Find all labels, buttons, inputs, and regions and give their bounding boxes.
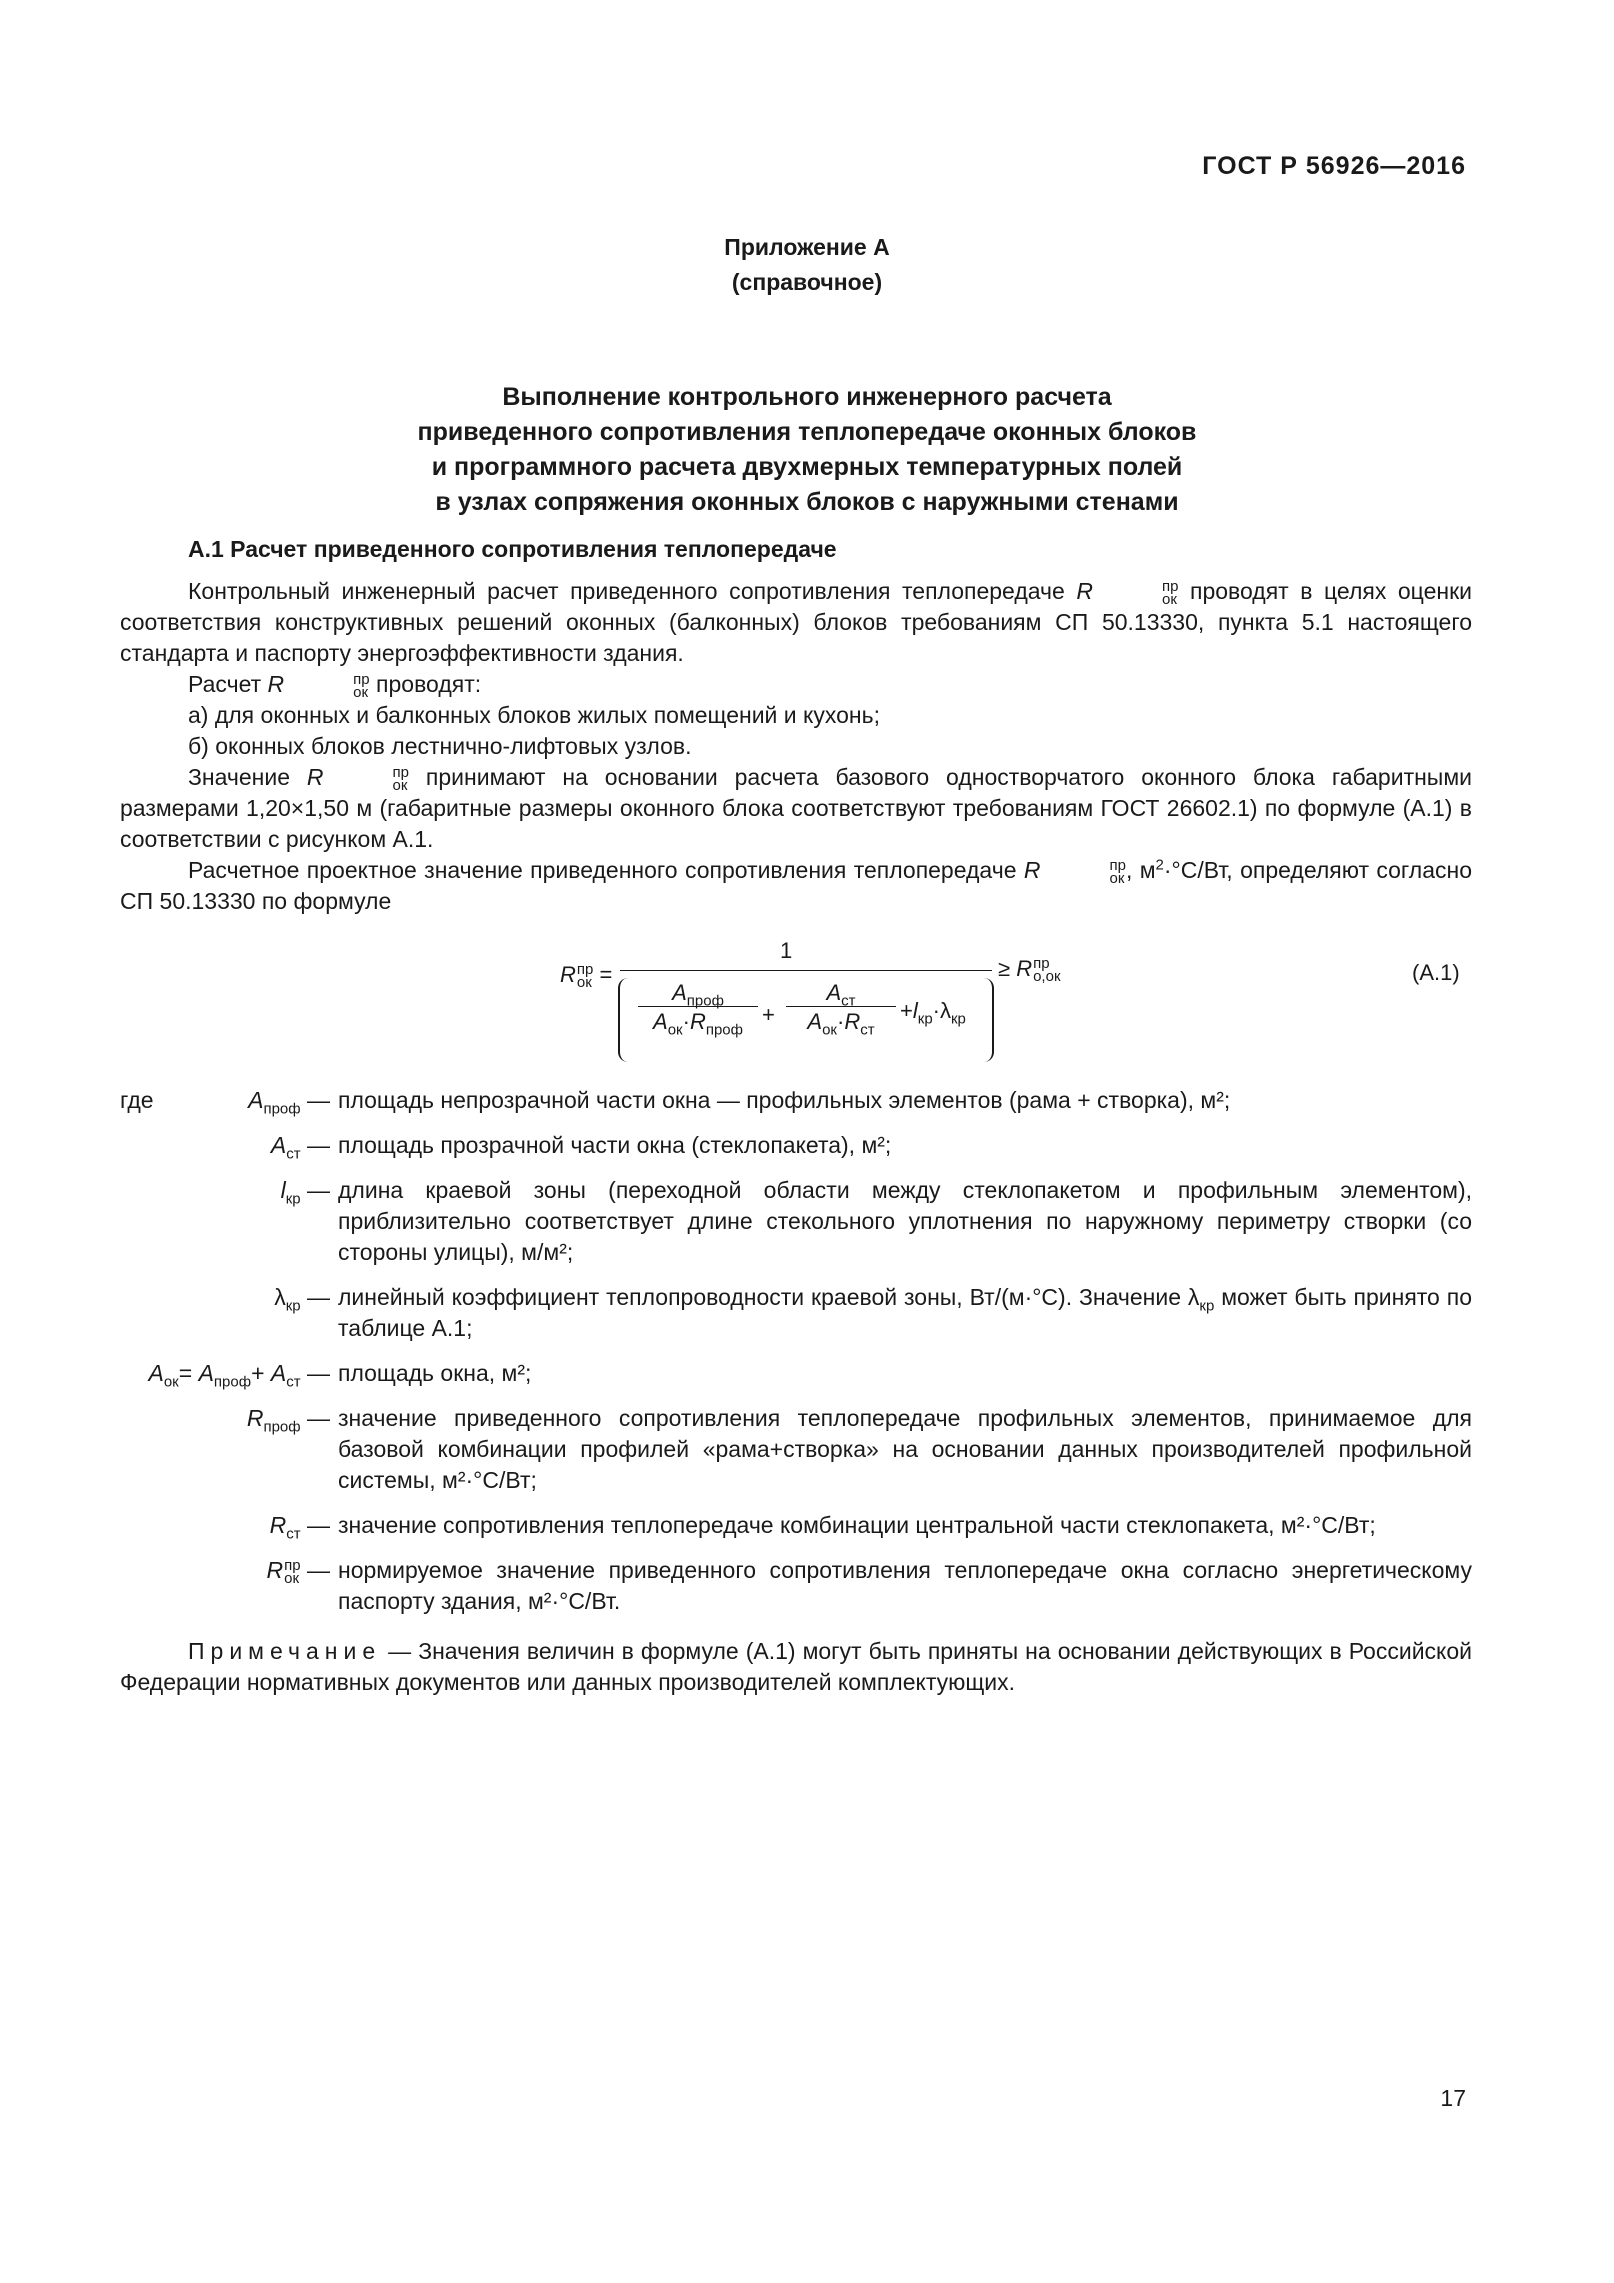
title-line: приведенного сопротивления теплопередаче оконных блоков bbox=[417, 418, 1197, 446]
document-id: ГОСТ Р 56926—2016 bbox=[1202, 152, 1466, 180]
where-label: где bbox=[120, 1087, 154, 1113]
definition-item: $A_{ок}= A_{проф}+ A_{ст}$ — площадь окна, м²; bbox=[148, 1360, 532, 1391]
annex-type: (справочное) bbox=[731, 269, 883, 295]
edge-term: $+l_{кр}\cdot\lambda_{кр}$ bbox=[900, 998, 966, 1028]
fraction-st: $A_{ст}$ $A_{ок}\cdot R_{ст}$ bbox=[786, 980, 896, 1035]
paragraph: Расчетное проектное значение приведенного сопротивления теплопередаче R пр ок , $м^2\cdot^\circ С/Вт$, определяют согласно СП 50.13330 по формуле bbox=[120, 856, 1473, 914]
body-text bbox=[120, 576, 1472, 917]
paragraph: Контрольный инженерный расчет приведенного сопротивления теплопередаче R пр ок проводят в целях оценки соответствия конструктивных решений оконных (балконных) блоков требованиям СП 50.13330, пункта 5.1 настоящего стандарта и паспорту энергоэффективности здания. bbox=[120, 577, 1472, 666]
paragraph: Значение R пр ок принимают на основании расчета базового одностворчатого оконного блока габаритными размерами 1,20×1,50 м (габаритные размеры оконного блока соответствуют требованиям ГОСТ 26602.1) по формуле (А.1) в соответствии с рисунком А.1. bbox=[120, 763, 1472, 852]
title-line: Выполнение контрольного инженерного расчета bbox=[502, 383, 1112, 411]
fraction-bar bbox=[620, 970, 992, 971]
annex-title bbox=[0, 380, 1614, 520]
definition-item: $A_{ст}$ — площадь прозрачной части окна (стеклопакета), м²; bbox=[270, 1132, 892, 1163]
definition-item: $R_{проф}$ — значение приведенного сопротивления теплопередаче профильных элементов, принимаемое для базовой комбинации профилей «рама+створка» на основании данных производителей профильной системы, м²·°С/Вт; bbox=[246, 1405, 1472, 1493]
formula-rhs: ≥ R пр о,ок bbox=[998, 955, 1061, 986]
list-item: б) оконных блоков лестнично-лифтовых узлов. bbox=[188, 733, 692, 759]
list-item: а) для оконных и балконных блоков жилых помещений и кухонь; bbox=[188, 702, 880, 728]
definition-item: R пр ок — нормируемое значение приведенного сопротивления теплопередаче окна согласно энергетическому паспорту здания, м²·°С/Вт. bbox=[266, 1556, 1472, 1614]
definition-item: $l_{кр}$ — длина краевой зоны (переходной области между стеклопакетом и профильным элементом), приблизительно соответствует длине стекольного уплотнения по наружному периметру створки (со стороны улицы), м/м²; bbox=[280, 1177, 1472, 1265]
title-line: в узлах сопряжения оконных блоков с наружными стенами bbox=[435, 488, 1179, 516]
definition-item: $R_{ст}$ — значение сопротивления теплопередаче комбинации центральной части стеклопакета, м²·°С/Вт; bbox=[269, 1512, 1376, 1543]
formula-number: (А.1) bbox=[1412, 960, 1460, 985]
page-number: 17 bbox=[1440, 2085, 1466, 2111]
annex-label: Приложение А bbox=[724, 234, 890, 260]
definitions-list bbox=[120, 1085, 1472, 1631]
plus-sign: + bbox=[762, 1002, 775, 1027]
note: Примечание — Значения величин в формуле (А.1) могут быть приняты на основании действующих в Российской Федерации нормативных документов или данных производителей комплектующих. bbox=[120, 1638, 1473, 1695]
fraction-prof: $A_{проф}$ $A_{ок}\cdot R_{проф}$ bbox=[638, 980, 758, 1035]
section-heading: А.1 Расчет приведенного сопротивления теплопередаче bbox=[188, 536, 837, 562]
definition-item: где $A_{проф}$ — площадь непрозрачной части окна — профильных элементов (рама + створка), м²; bbox=[120, 1087, 1231, 1118]
formula-lhs: R пр ок = bbox=[560, 961, 613, 992]
formula-numerator: 1 bbox=[780, 938, 793, 963]
annex-heading bbox=[0, 230, 1614, 300]
definition-item: $\lambda_{кр}$ — линейный коэффициент теплопроводности краевой зоны, Вт/(м·°С). Значение $\lambda_{кр}$ может быть принято по таблице А.1; bbox=[274, 1284, 1473, 1341]
paragraph: Расчет R пр ок проводят: bbox=[188, 670, 482, 701]
title-line: и программного расчета двухмерных температурных полей bbox=[431, 453, 1183, 481]
note-label: Примечание bbox=[188, 1638, 382, 1664]
formula-a1 bbox=[560, 940, 1460, 1070]
